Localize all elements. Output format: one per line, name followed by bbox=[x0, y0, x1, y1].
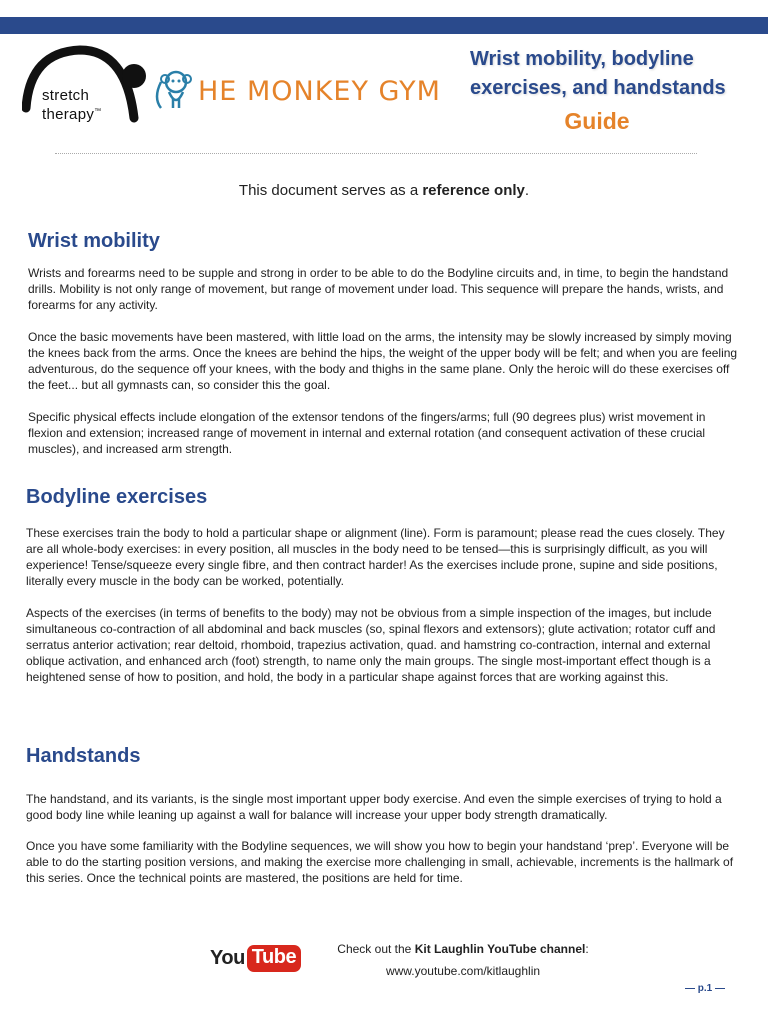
wrist-paragraph-1: Wrists and forearms need to be supple and strong in order to be able to do the Bodyline circuits and, in time, to begin the handstand drills. Mobility is not only range of movement, but range of movement under load. This sequence will prepare the hands, wrists, and forearms for any activity. bbox=[28, 266, 729, 312]
handstands-paragraph-1: The handstand, and its variants, is the single most important upper body exercise. And even the simple exercises of trying to hold a good body line while leaning up against a wall for balance will increase your upper body strength dramatically. bbox=[26, 792, 722, 822]
stretch-therapy-wordmark bbox=[42, 88, 101, 123]
monkey-gym-title: HE MONKEY GYM bbox=[198, 76, 441, 107]
handstands-heading: Handstands bbox=[26, 745, 141, 767]
reference-emphasis: reference only bbox=[422, 182, 525, 199]
reference-suffix: . bbox=[524, 182, 530, 199]
channel-name: Kit Laughlin YouTube channel bbox=[414, 942, 586, 956]
wrist-paragraph-3: Specific physical effects include elongation of the extensor tendons of the fingers/arms; full (90 degrees plus) wrist movement in flexion and extension; increased range of movement in internal and external rotation (and consequent activation of these crucial muscles), and increased arm strength. bbox=[28, 410, 706, 456]
document-title bbox=[470, 45, 760, 103]
channel-url-link[interactable]: www.youtube.com/kitlaughlin bbox=[385, 964, 541, 978]
page-number: — p.1 — bbox=[684, 983, 725, 994]
monkey-icon bbox=[153, 68, 199, 110]
youtube-logo-you: You bbox=[210, 946, 245, 969]
wrist-paragraph-2: Once the basic movements have been mastered, with little load on the arms, the intensity may be slowly increased by simply moving the knees back from the arms. Once the knees are behind the hips, the weight of the upper body will be felt; and when you are feeling adventurous, do the sequence off your knees, with the body and thighs in the same plane. Only the heroic will do these exercises off the feet... but all gymnasts can, so consider this the goal. bbox=[28, 330, 738, 392]
handstands-paragraph-2: Once you have some familiarity with the Bodyline sequences, we will show you how to begin your handstand ‘prep’. Everyone will be able to do the starting position versions, and making the exercise more challenging in small, achievable, increments is the hallmark of this series. Once the technical points are mastered, the positions are held for time. bbox=[26, 839, 734, 885]
document-title-line2: exercises, and handstands bbox=[470, 77, 726, 99]
reference-prefix: This document serves as a bbox=[238, 182, 423, 199]
channel-prefix: Check out the bbox=[337, 942, 415, 956]
therapy-word: therapy bbox=[42, 106, 95, 123]
channel-suffix: : bbox=[585, 942, 589, 956]
trademark-symbol: ™ bbox=[94, 108, 102, 115]
youtube-logo[interactable] bbox=[210, 942, 301, 974]
bodyline-paragraph-2: Aspects of the exercises (in terms of benefits to the body) may not be obvious from a simple inspection of the images, but include simultaneous co-contraction of all abdominal and back muscles (so, spinal flexors and extensors); glute activation; rotator cuff and serratus anterior activation; rear deltoid, rhomboid, trapezius activation, quad. and hamstring co-contraction, internal and external oblique activation, and enhanced arch (foot) strength, to name only the main groups. The single most-important effect though is a heightened sense of how to position, and hold, the body in a particular shape against forces that are working against this. bbox=[26, 606, 716, 684]
reference-note bbox=[0, 182, 768, 199]
stretch-word: stretch bbox=[42, 87, 90, 104]
header-bar bbox=[0, 17, 768, 34]
bodyline-paragraph-1: These exercises train the body to hold a particular shape or alignment (line). Form is paramount; please read the cues closely. They are all whole-body exercises: in every position, all muscles in the body need to be tensed—this is surprisingly difficult, as you will experience! Tense/squeeze every single fibre, and then contract harder! As the exercises include prone, supine and side positions, literally every muscle in the body can be worked, potentially. bbox=[26, 526, 725, 588]
youtube-channel-note bbox=[300, 938, 626, 982]
logo-dot bbox=[122, 64, 146, 88]
wrist-mobility-heading: Wrist mobility bbox=[28, 230, 160, 252]
header-divider bbox=[55, 153, 697, 154]
bodyline-heading: Bodyline exercises bbox=[26, 486, 208, 508]
document-title-line1: Wrist mobility, bodyline bbox=[470, 48, 694, 70]
youtube-logo-tube: Tube bbox=[247, 945, 301, 972]
document-subtitle: Guide bbox=[564, 108, 630, 134]
